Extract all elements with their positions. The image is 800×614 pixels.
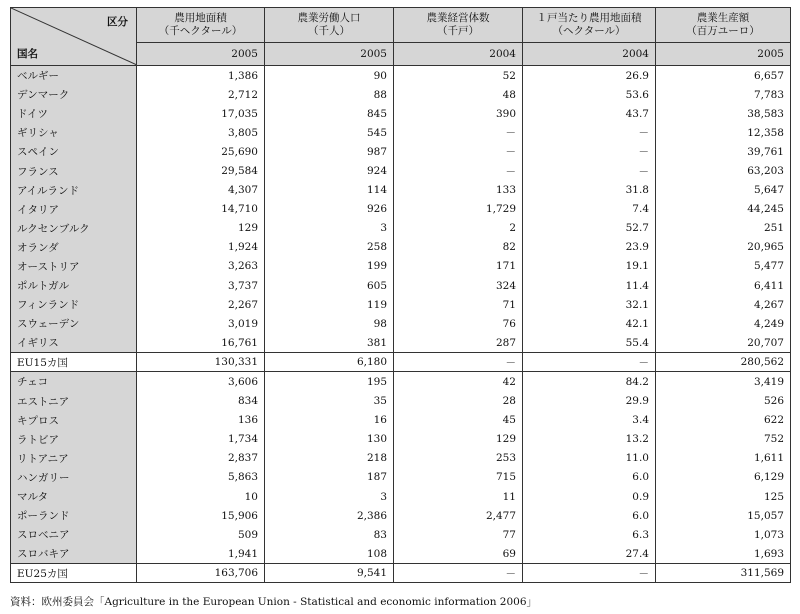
value-cell: 7,783 bbox=[656, 85, 791, 104]
value-cell: 2,837 bbox=[137, 449, 265, 468]
value-cell: 42.1 bbox=[523, 314, 656, 333]
value-cell: 26.9 bbox=[523, 66, 656, 86]
value-cell: 2,712 bbox=[137, 85, 265, 104]
value-cell: 42 bbox=[394, 372, 523, 392]
value-cell: 3 bbox=[265, 487, 394, 506]
column-year: 2004 bbox=[394, 43, 523, 66]
value-cell: 2,386 bbox=[265, 506, 394, 525]
value-cell: － bbox=[394, 353, 523, 372]
country-name: スロベニア bbox=[11, 525, 137, 544]
value-cell: 6,411 bbox=[656, 276, 791, 295]
table-row bbox=[11, 506, 791, 525]
country-name: ルクセンブルク bbox=[11, 219, 137, 238]
column-header: 農業経営体数 （千戸） bbox=[394, 8, 523, 43]
value-cell: 287 bbox=[394, 333, 523, 353]
value-cell: 130 bbox=[265, 430, 394, 449]
value-cell: － bbox=[523, 161, 656, 180]
value-cell: 31.8 bbox=[523, 181, 656, 200]
total-row bbox=[11, 564, 791, 583]
table-row bbox=[11, 430, 791, 449]
table-row bbox=[11, 525, 791, 544]
country-name: スペイン bbox=[11, 142, 137, 161]
value-cell: 390 bbox=[394, 104, 523, 123]
country-name: EU25カ国 bbox=[11, 564, 137, 583]
value-cell: 3,737 bbox=[137, 276, 265, 295]
value-cell: 6,180 bbox=[265, 353, 394, 372]
value-cell: 98 bbox=[265, 314, 394, 333]
value-cell: － bbox=[523, 564, 656, 583]
value-cell: 20,707 bbox=[656, 333, 791, 353]
value-cell: 2,267 bbox=[137, 295, 265, 314]
value-cell: 3,606 bbox=[137, 372, 265, 392]
country-name: ベルギー bbox=[11, 66, 137, 86]
value-cell: 4,267 bbox=[656, 295, 791, 314]
value-cell: 1,073 bbox=[656, 525, 791, 544]
table-row bbox=[11, 66, 791, 86]
country-name: ハンガリー bbox=[11, 468, 137, 487]
table-row bbox=[11, 544, 791, 564]
value-cell: 171 bbox=[394, 257, 523, 276]
value-cell: 1,924 bbox=[137, 238, 265, 257]
table-row bbox=[11, 333, 791, 353]
value-cell: 39,761 bbox=[656, 142, 791, 161]
value-cell: 130,331 bbox=[137, 353, 265, 372]
corner-label-country: 国名 bbox=[17, 48, 38, 60]
country-name: オーストリア bbox=[11, 257, 137, 276]
value-cell: 752 bbox=[656, 430, 791, 449]
value-cell: 253 bbox=[394, 449, 523, 468]
value-cell: 6.3 bbox=[523, 525, 656, 544]
table-row bbox=[11, 219, 791, 238]
value-cell: 1,386 bbox=[137, 66, 265, 86]
value-cell: 545 bbox=[265, 123, 394, 142]
value-cell: 133 bbox=[394, 181, 523, 200]
table-row bbox=[11, 238, 791, 257]
value-cell: 6.0 bbox=[523, 506, 656, 525]
value-cell: 82 bbox=[394, 238, 523, 257]
table-row bbox=[11, 161, 791, 180]
value-cell: 53.6 bbox=[523, 85, 656, 104]
value-cell: 311,569 bbox=[656, 564, 791, 583]
value-cell: 5,863 bbox=[137, 468, 265, 487]
value-cell: 136 bbox=[137, 411, 265, 430]
country-name: フランス bbox=[11, 161, 137, 180]
value-cell: 129 bbox=[137, 219, 265, 238]
column-header: 農業生産額 （百万ユーロ） bbox=[656, 8, 791, 43]
value-cell: 43.7 bbox=[523, 104, 656, 123]
table-row bbox=[11, 372, 791, 392]
table-row bbox=[11, 200, 791, 219]
table-row bbox=[11, 392, 791, 411]
table-row bbox=[11, 85, 791, 104]
country-name: ドイツ bbox=[11, 104, 137, 123]
value-cell: 1,693 bbox=[656, 544, 791, 564]
value-cell: 16,761 bbox=[137, 333, 265, 353]
value-cell: 29.9 bbox=[523, 392, 656, 411]
value-cell: 69 bbox=[394, 544, 523, 564]
value-cell: 1,729 bbox=[394, 200, 523, 219]
value-cell: 6,129 bbox=[656, 468, 791, 487]
value-cell: 381 bbox=[265, 333, 394, 353]
value-cell: 1,734 bbox=[137, 430, 265, 449]
value-cell: 27.4 bbox=[523, 544, 656, 564]
value-cell: 63,203 bbox=[656, 161, 791, 180]
value-cell: 1,611 bbox=[656, 449, 791, 468]
value-cell: 7.4 bbox=[523, 200, 656, 219]
value-cell: 9,541 bbox=[265, 564, 394, 583]
value-cell: 29,584 bbox=[137, 161, 265, 180]
value-cell: 526 bbox=[656, 392, 791, 411]
value-cell: 90 bbox=[265, 66, 394, 86]
value-cell: 187 bbox=[265, 468, 394, 487]
value-cell: 48 bbox=[394, 85, 523, 104]
value-cell: 44,245 bbox=[656, 200, 791, 219]
value-cell: 251 bbox=[656, 219, 791, 238]
value-cell: 3 bbox=[265, 219, 394, 238]
value-cell: 83 bbox=[265, 525, 394, 544]
value-cell: 6.0 bbox=[523, 468, 656, 487]
value-cell: 25,690 bbox=[137, 142, 265, 161]
country-name: エストニア bbox=[11, 392, 137, 411]
country-name: キプロス bbox=[11, 411, 137, 430]
value-cell: 76 bbox=[394, 314, 523, 333]
column-header: １戸当たり農用地面積 （ヘクタール） bbox=[523, 8, 656, 43]
value-cell: － bbox=[523, 353, 656, 372]
country-name: デンマーク bbox=[11, 85, 137, 104]
value-cell: 10 bbox=[137, 487, 265, 506]
value-cell: 11 bbox=[394, 487, 523, 506]
value-cell: 622 bbox=[656, 411, 791, 430]
value-cell: 11.4 bbox=[523, 276, 656, 295]
value-cell: 199 bbox=[265, 257, 394, 276]
country-name: ポーランド bbox=[11, 506, 137, 525]
country-name: ギリシャ bbox=[11, 123, 137, 142]
country-name: リトアニア bbox=[11, 449, 137, 468]
value-cell: 3.4 bbox=[523, 411, 656, 430]
value-cell: 108 bbox=[265, 544, 394, 564]
value-cell: 834 bbox=[137, 392, 265, 411]
value-cell: 2 bbox=[394, 219, 523, 238]
value-cell: 5,477 bbox=[656, 257, 791, 276]
value-cell: － bbox=[394, 564, 523, 583]
value-cell: － bbox=[394, 161, 523, 180]
value-cell: 5,647 bbox=[656, 181, 791, 200]
value-cell: 845 bbox=[265, 104, 394, 123]
value-cell: 119 bbox=[265, 295, 394, 314]
value-cell: 605 bbox=[265, 276, 394, 295]
column-year: 2005 bbox=[656, 43, 791, 66]
header-corner-cell bbox=[11, 8, 137, 66]
value-cell: － bbox=[523, 123, 656, 142]
table-row bbox=[11, 104, 791, 123]
value-cell: 38,583 bbox=[656, 104, 791, 123]
column-header: 農用地面積 （千ヘクタール） bbox=[137, 8, 265, 43]
value-cell: 11.0 bbox=[523, 449, 656, 468]
table-row bbox=[11, 295, 791, 314]
country-name: フィンランド bbox=[11, 295, 137, 314]
value-cell: 4,307 bbox=[137, 181, 265, 200]
value-cell: － bbox=[394, 123, 523, 142]
country-name: スロバキア bbox=[11, 544, 137, 564]
value-cell: 88 bbox=[265, 85, 394, 104]
value-cell: 987 bbox=[265, 142, 394, 161]
total-row bbox=[11, 353, 791, 372]
value-cell: 125 bbox=[656, 487, 791, 506]
value-cell: 52.7 bbox=[523, 219, 656, 238]
column-year: 2004 bbox=[523, 43, 656, 66]
value-cell: 16 bbox=[265, 411, 394, 430]
table-row bbox=[11, 314, 791, 333]
value-cell: 163,706 bbox=[137, 564, 265, 583]
value-cell: 3,263 bbox=[137, 257, 265, 276]
value-cell: 71 bbox=[394, 295, 523, 314]
table-row bbox=[11, 468, 791, 487]
value-cell: 715 bbox=[394, 468, 523, 487]
country-name: マルタ bbox=[11, 487, 137, 506]
value-cell: 218 bbox=[265, 449, 394, 468]
table-row bbox=[11, 181, 791, 200]
value-cell: － bbox=[394, 142, 523, 161]
value-cell: 45 bbox=[394, 411, 523, 430]
column-year: 2005 bbox=[265, 43, 394, 66]
table-row bbox=[11, 257, 791, 276]
value-cell: 926 bbox=[265, 200, 394, 219]
table-row bbox=[11, 123, 791, 142]
value-cell: 129 bbox=[394, 430, 523, 449]
value-cell: 84.2 bbox=[523, 372, 656, 392]
value-cell: 3,019 bbox=[137, 314, 265, 333]
table-row bbox=[11, 411, 791, 430]
table-row bbox=[11, 487, 791, 506]
value-cell: 0.9 bbox=[523, 487, 656, 506]
value-cell: 509 bbox=[137, 525, 265, 544]
table-body bbox=[11, 66, 791, 583]
value-cell: 12,358 bbox=[656, 123, 791, 142]
country-name: スウェーデン bbox=[11, 314, 137, 333]
value-cell: 55.4 bbox=[523, 333, 656, 353]
value-cell: 324 bbox=[394, 276, 523, 295]
value-cell: 3,805 bbox=[137, 123, 265, 142]
value-cell: 15,906 bbox=[137, 506, 265, 525]
value-cell: 15,057 bbox=[656, 506, 791, 525]
value-cell: 20,965 bbox=[656, 238, 791, 257]
country-name: オランダ bbox=[11, 238, 137, 257]
country-name: チェコ bbox=[11, 372, 137, 392]
table-row bbox=[11, 276, 791, 295]
value-cell: 77 bbox=[394, 525, 523, 544]
value-cell: 19.1 bbox=[523, 257, 656, 276]
column-header: 農業労働人口 （千人） bbox=[265, 8, 394, 43]
country-name: ポルトガル bbox=[11, 276, 137, 295]
value-cell: 23.9 bbox=[523, 238, 656, 257]
country-name: アイルランド bbox=[11, 181, 137, 200]
country-name: イギリス bbox=[11, 333, 137, 353]
country-name: EU15カ国 bbox=[11, 353, 137, 372]
statistics-table-container bbox=[10, 7, 790, 608]
value-cell: 6,657 bbox=[656, 66, 791, 86]
value-cell: 4,249 bbox=[656, 314, 791, 333]
value-cell: 52 bbox=[394, 66, 523, 86]
value-cell: 280,562 bbox=[656, 353, 791, 372]
value-cell: 32.1 bbox=[523, 295, 656, 314]
value-cell: 28 bbox=[394, 392, 523, 411]
table-row bbox=[11, 142, 791, 161]
value-cell: 2,477 bbox=[394, 506, 523, 525]
value-cell: － bbox=[523, 142, 656, 161]
value-cell: 14,710 bbox=[137, 200, 265, 219]
value-cell: 13.2 bbox=[523, 430, 656, 449]
table-row bbox=[11, 449, 791, 468]
value-cell: 1,941 bbox=[137, 544, 265, 564]
value-cell: 17,035 bbox=[137, 104, 265, 123]
value-cell: 924 bbox=[265, 161, 394, 180]
value-cell: 114 bbox=[265, 181, 394, 200]
country-name: ラトビア bbox=[11, 430, 137, 449]
corner-label-category: 区分 bbox=[107, 16, 128, 28]
source-note: 資料：欧州委員会「Agriculture in the European Union - Statistical and economic information 2006」 bbox=[10, 596, 538, 608]
country-name: イタリア bbox=[11, 200, 137, 219]
value-cell: 258 bbox=[265, 238, 394, 257]
value-cell: 35 bbox=[265, 392, 394, 411]
column-year: 2005 bbox=[137, 43, 265, 66]
value-cell: 195 bbox=[265, 372, 394, 392]
agriculture-statistics-table bbox=[10, 7, 791, 583]
value-cell: 3,419 bbox=[656, 372, 791, 392]
